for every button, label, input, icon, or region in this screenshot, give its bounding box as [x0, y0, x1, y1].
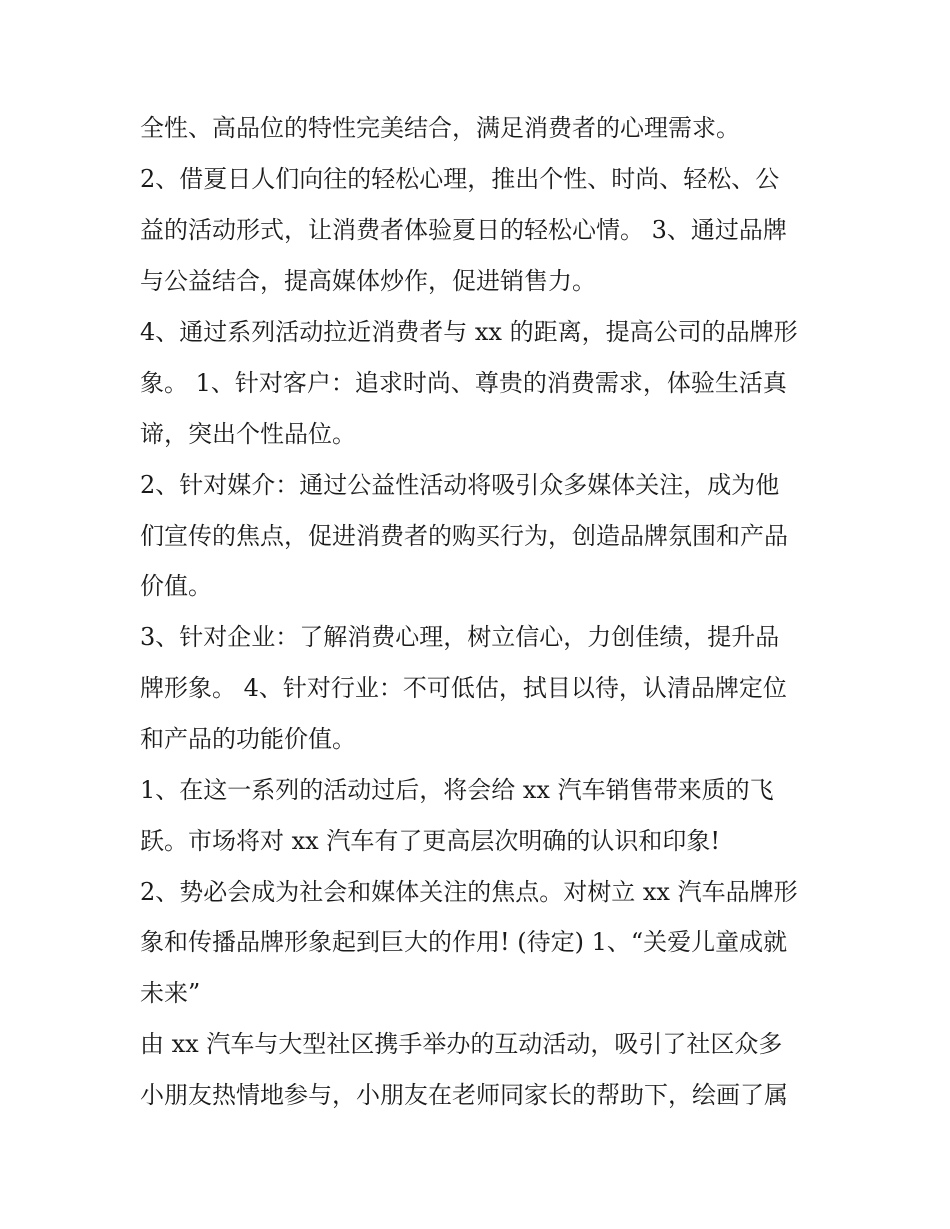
- text-line: 4、通过系列活动拉近消费者与 xx 的距离，提高公司的品牌形: [140, 318, 798, 346]
- text-line: 2、针对媒介：通过公益性活动将吸引众多媒体关注，成为他: [140, 471, 780, 499]
- text-line: 象。 1、针对客户：追求时尚、尊贵的消费需求，体验生活真: [140, 369, 787, 397]
- text-line: 2、势必会成为社会和媒体关注的焦点。对树立 xx 汽车品牌形: [140, 878, 798, 906]
- text-line: 1、在这一系列的活动过后，将会给 xx 汽车销售带来质的飞: [140, 776, 774, 804]
- text-line: 益的活动形式，让消费者体验夏日的轻松心情。 3、通过品牌: [140, 216, 787, 244]
- text-line: 与公益结合，提高媒体炒作，促进销售力。: [140, 267, 596, 295]
- text-line: 小朋友热情地参与，小朋友在老师同家长的帮助下，绘画了属: [140, 1081, 788, 1109]
- text-line: 2、借夏日人们向往的轻松心理，推出个性、时尚、轻松、公: [140, 165, 780, 193]
- text-line: 和产品的功能价值。: [140, 725, 356, 753]
- text-line: 价值。: [140, 572, 212, 600]
- text-line: 由 xx 汽车与大型社区携手举办的互动活动，吸引了社区众多: [140, 1030, 783, 1058]
- text-line: 跃。市场将对 xx 汽车有了更高层次明确的认识和印象!: [140, 827, 720, 855]
- text-line: 全性、高品位的特性完美结合，满足消费者的心理需求。: [140, 114, 740, 142]
- text-line: 谛，突出个性品位。: [140, 420, 356, 448]
- text-line: 未来”: [140, 979, 201, 1007]
- text-line: 3、针对企业：了解消费心理，树立信心，力创佳绩，提升品: [140, 623, 780, 651]
- text-line: 牌形象。 4、针对行业：不可低估，拭目以待，认清品牌定位: [140, 674, 787, 702]
- text-line: 们宣传的焦点，促进消费者的购买行为，创造品牌氛围和产品: [140, 522, 788, 550]
- text-line: 象和传播品牌形象起到巨大的作用! (待定) 1、“关爱儿童成就: [140, 928, 788, 956]
